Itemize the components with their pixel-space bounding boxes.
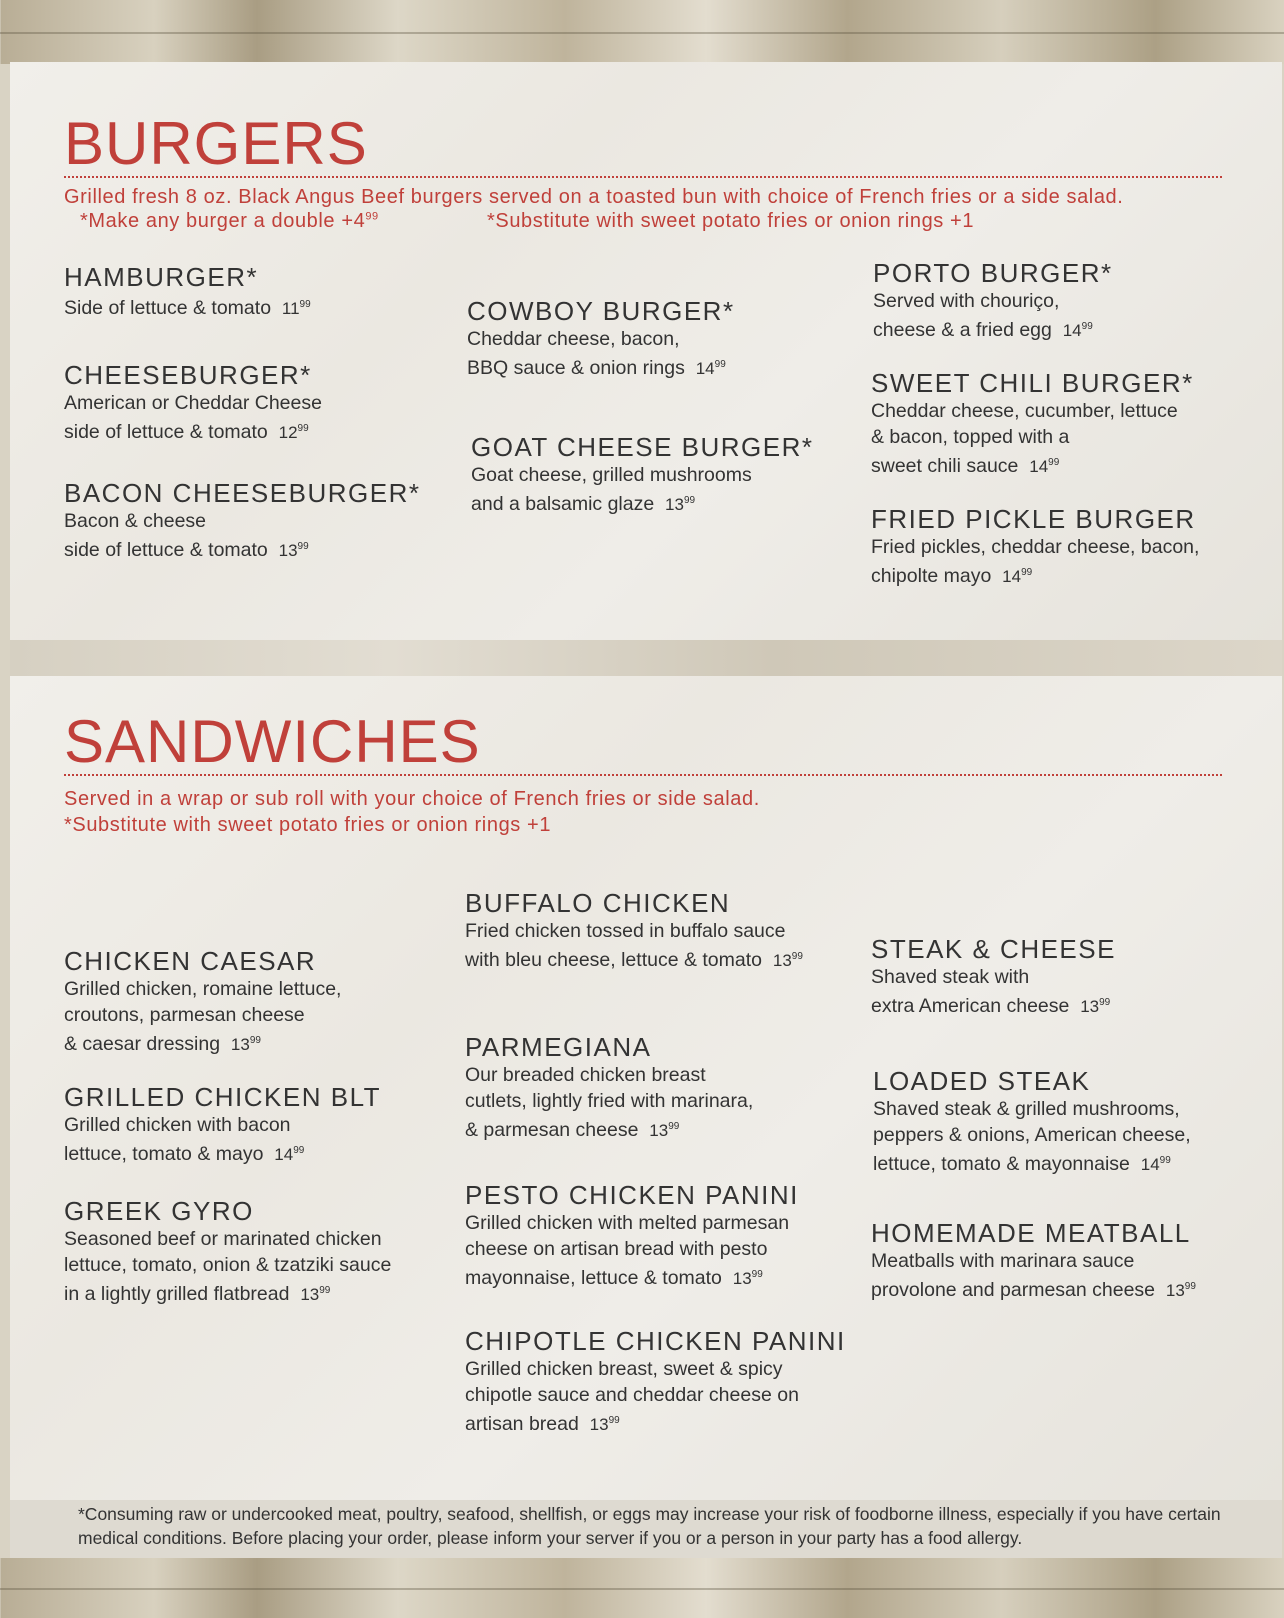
menu-item-name: FRIED PICKLE BURGER (871, 504, 1196, 534)
description-line: croutons, parmesan cheese (64, 1004, 305, 1026)
description-line: and a balsamic glaze $13^{99}$ (471, 493, 696, 515)
menu-item-price: $14^{99}$ (1029, 457, 1060, 476)
menu-item (465, 1180, 799, 1292)
menu-item-price: $13^{99}$ (665, 495, 696, 514)
menu-item-name: HOMEMADE MEATBALL (871, 1218, 1191, 1248)
description-line: chipolte mayo $14^{99}$ (871, 565, 1033, 587)
sandwiches-substitute-note: *Substitute with sweet potato fries or onion rings +1 (64, 814, 552, 836)
menu-item (871, 368, 1194, 480)
description-line: lettuce, tomato & mayonnaise $14^{99}$ (873, 1153, 1171, 1175)
menu-item-description (64, 390, 322, 446)
description-line: Served with chouriço, (873, 290, 1060, 312)
description-line: Cheddar cheese, cucumber, lettuce (871, 400, 1178, 422)
description-line: with bleu cheese, lettuce & tomato $13^{99}$ (465, 949, 803, 971)
description-line: Fried chicken tossed in buffalo sauce (465, 920, 786, 942)
allergy-disclaimer: *Consuming raw or undercooked meat, poultry, seafood, shellfish, or eggs may increase your risk of foodborne illness, especially if you have certain medical conditions. Before placing your order, please inform your server if you or a person in your party has a food allergy. (78, 1504, 1221, 1548)
menu-item-name: CHEESEBURGER* (64, 360, 312, 390)
menu-item-price: $13^{99}$ (300, 1285, 331, 1304)
menu-item-price: $13^{99}$ (732, 1269, 763, 1288)
menu-item-name: LOADED STEAK (873, 1066, 1091, 1096)
menu-item-price: $13^{99}$ (1165, 1281, 1196, 1300)
stone-divider (10, 640, 1282, 676)
description-line: side of lettuce & tomato $13^{99}$ (64, 539, 309, 561)
menu-item (471, 432, 814, 518)
description-line: Meatballs with marinara sauce (871, 1250, 1135, 1272)
description-line: Our breaded chicken breast (465, 1064, 706, 1086)
menu-item-name: GRILLED CHICKEN BLT (64, 1082, 381, 1112)
description-line: Bacon & cheese (64, 510, 207, 532)
menu-item (64, 478, 420, 564)
menu-item (871, 1218, 1196, 1304)
burgers-substitute-note: *Substitute with sweet potato fries or onion rings +1 (487, 210, 975, 232)
menu-item-price: $13^{99}$ (230, 1035, 261, 1054)
description-line: Grilled chicken with melted parmesan (465, 1212, 790, 1234)
menu-item-name: HAMBURGER* (64, 262, 259, 292)
description-line: Grilled chicken with bacon (64, 1114, 291, 1136)
menu-item (873, 1066, 1191, 1178)
description-line: Grilled chicken breast, sweet & spicy (465, 1358, 783, 1380)
menu-item-price: $13^{99}$ (278, 541, 309, 560)
sandwiches-title: SANDWICHES (64, 708, 481, 775)
description-line: Shaved steak & grilled mushrooms, (873, 1098, 1180, 1120)
menu-item (873, 258, 1113, 344)
description-line: BBQ sauce & onion rings $14^{99}$ (467, 357, 726, 379)
description-line: Goat cheese, grilled mushrooms (471, 464, 752, 486)
menu-item-description (871, 964, 1116, 1020)
menu-item-name: CHICKEN CAESAR (64, 946, 317, 976)
menu-item-name: PESTO CHICKEN PANINI (465, 1180, 799, 1210)
menu-item-price: $14^{99}$ (695, 359, 726, 378)
description-line: Grilled chicken, romaine lettuce, (64, 978, 342, 1000)
description-line: American or Cheddar Cheese (64, 392, 322, 414)
description-line: cutlets, lightly fried with marinara, (465, 1090, 754, 1112)
stone-border-bottom (0, 1558, 1284, 1618)
menu-item-name: PARMEGIANA (465, 1032, 652, 1062)
menu-item-name: STEAK & CHEESE (871, 934, 1116, 964)
description-line: & bacon, topped with a (871, 426, 1070, 448)
menu-item-description (467, 326, 735, 382)
menu-item (465, 1326, 846, 1438)
menu-item-description (465, 1356, 846, 1438)
menu-item (64, 360, 322, 446)
menu-item (467, 296, 735, 382)
description-line: Seasoned beef or marinated chicken (64, 1228, 382, 1250)
description-line: mayonnaise, lettuce & tomato $13^{99}$ (465, 1267, 763, 1289)
menu-item (64, 1082, 381, 1168)
menu-item-description (871, 534, 1199, 590)
description-line: artisan bread $13^{99}$ (465, 1413, 620, 1435)
menu-item-description (871, 398, 1194, 480)
menu-item-description (465, 918, 803, 974)
description-line: Cheddar cheese, bacon, (467, 328, 680, 350)
burgers-double-note: *Make any burger a double $+4^{99}$ (80, 210, 379, 232)
menu-item (465, 888, 803, 974)
stone-border-top (0, 0, 1284, 64)
menu-item-name: GOAT CHEESE BURGER* (471, 432, 814, 462)
menu-item-name: BACON CHEESEBURGER* (64, 478, 421, 508)
menu-item-name: CHIPOTLE CHICKEN PANINI (465, 1326, 846, 1356)
description-line: extra American cheese $13^{99}$ (871, 995, 1111, 1017)
menu-item-name: SWEET CHILI BURGER* (871, 368, 1194, 398)
menu-item-price: $14^{99}$ (1002, 567, 1033, 586)
menu-item (871, 504, 1199, 590)
menu-item-price: $14^{99}$ (1062, 321, 1093, 340)
description-line: Fried pickles, cheddar cheese, bacon, (871, 536, 1200, 558)
burgers-divider (64, 176, 1222, 178)
description-line: chipotle sauce and cheddar cheese on (465, 1384, 799, 1406)
description-line: Side of lettuce & tomato $11^{99}$ (64, 297, 311, 319)
menu-item-name: GREEK GYRO (64, 1196, 254, 1226)
menu-item-price: $13^{99}$ (589, 1415, 620, 1434)
menu-item-price: $13^{99}$ (649, 1121, 680, 1140)
description-line: & caesar dressing $13^{99}$ (64, 1033, 261, 1055)
menu-item-description (64, 292, 311, 322)
menu-item-description (471, 462, 814, 518)
menu-item (64, 1196, 391, 1308)
menu-item-description (873, 288, 1113, 344)
menu-item-description (465, 1210, 799, 1292)
menu-item-name: COWBOY BURGER* (467, 296, 735, 326)
description-line: Shaved steak with (871, 966, 1030, 988)
description-line: in a lightly grilled flatbread $13^{99}$ (64, 1283, 331, 1305)
burgers-title: BURGERS (64, 110, 368, 177)
menu-item-price: $13^{99}$ (1080, 997, 1111, 1016)
menu-item-name: PORTO BURGER* (873, 258, 1113, 288)
menu-item-name: BUFFALO CHICKEN (465, 888, 731, 918)
menu-item-description (64, 508, 420, 564)
description-line: cheese on artisan bread with pesto (465, 1238, 768, 1260)
description-line: lettuce, tomato, onion & tzatziki sauce (64, 1254, 392, 1276)
burgers-note: Grilled fresh 8 oz. Black Angus Beef burgers served on a toasted bun with choice of French fries or a side salad. (64, 186, 1124, 208)
description-line: cheese & a fried egg $14^{99}$ (873, 319, 1093, 341)
menu-item (64, 946, 341, 1058)
menu-item-price: $12^{99}$ (278, 423, 309, 442)
menu-item-description (64, 1112, 381, 1168)
description-line: side of lettuce & tomato $12^{99}$ (64, 421, 309, 443)
menu-item-description (871, 1248, 1196, 1304)
sandwiches-divider (64, 774, 1222, 776)
menu-item (871, 934, 1116, 1020)
menu-item-description (64, 976, 341, 1058)
menu-item-description (465, 1062, 753, 1144)
description-line: provolone and parmesan cheese $13^{99}$ (871, 1279, 1196, 1301)
menu-item (64, 262, 311, 322)
description-line: lettuce, tomato & mayo $14^{99}$ (64, 1143, 305, 1165)
menu-item-price: $13^{99}$ (772, 951, 803, 970)
menu-item-description (64, 1226, 391, 1308)
sandwiches-note: Served in a wrap or sub roll with your choice of French fries or side salad. (64, 788, 760, 810)
description-line: peppers & onions, American cheese, (873, 1124, 1191, 1146)
menu-item-price: $11^{99}$ (281, 299, 311, 318)
menu-item (465, 1032, 753, 1144)
menu-item-price: $14^{99}$ (1140, 1155, 1171, 1174)
description-line: & parmesan cheese $13^{99}$ (465, 1119, 680, 1141)
menu-item-price: $14^{99}$ (274, 1145, 305, 1164)
description-line: sweet chili sauce $14^{99}$ (871, 455, 1060, 477)
menu-item-description (873, 1096, 1191, 1178)
